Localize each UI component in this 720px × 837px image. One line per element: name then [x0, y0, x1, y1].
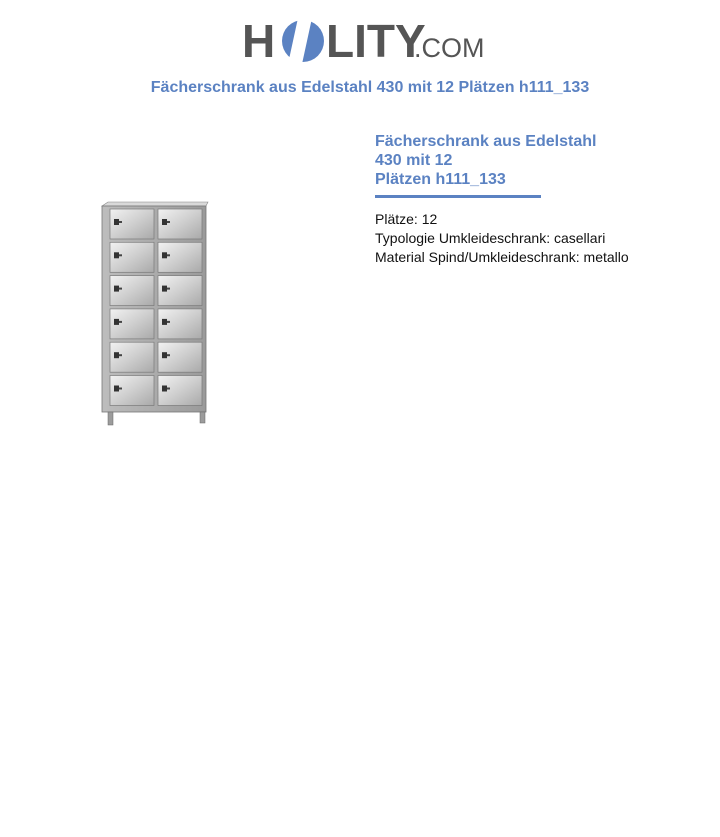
spec-label: Material Spind/Umkleideschrank [375, 249, 576, 265]
lock-icon [114, 386, 119, 392]
product-specs [375, 210, 695, 267]
key-icon [167, 388, 170, 390]
key-icon [119, 388, 122, 390]
spec-row: Material Spind/Umkleideschrank: metallo [375, 249, 629, 265]
lock-icon [162, 219, 167, 225]
spec-value: metallo [583, 249, 629, 265]
key-icon [119, 288, 122, 290]
key-icon [167, 221, 170, 223]
logo-text-end: LITY [326, 15, 426, 67]
product-title-line: Fächerschrank aus Edelstahl [375, 133, 597, 150]
lock-icon [114, 286, 119, 292]
key-icon [119, 254, 122, 256]
spec-row: Plätze: 12 [375, 211, 438, 227]
key-icon [119, 321, 122, 323]
lock-icon [162, 286, 167, 292]
key-icon [167, 288, 170, 290]
logo-o-icon [282, 18, 324, 64]
locker-cabinet-image [96, 198, 214, 428]
key-icon [119, 221, 122, 223]
holity-logo[interactable] [242, 10, 492, 70]
key-icon [167, 354, 170, 356]
spec-value: 12 [421, 211, 438, 227]
lock-icon [114, 252, 119, 258]
lock-icon [114, 352, 119, 358]
product-title-line: 430 mit 12 [375, 152, 453, 169]
logo-suffix: .COM [414, 33, 485, 63]
lock-icon [162, 252, 167, 258]
product-title [375, 132, 615, 189]
spec-value: casellari [553, 230, 606, 246]
lock-icon [162, 386, 167, 392]
key-icon [167, 321, 170, 323]
lock-icon [114, 219, 119, 225]
spec-label: Typologie Umkleideschrank [375, 230, 547, 246]
spec-label: Plätze [375, 211, 414, 227]
product-title-line: Plätzen h111_133 [375, 171, 506, 188]
key-icon [119, 354, 122, 356]
page-title: Fächerschrank aus Edelstahl 430 mit 12 Plätzen h111_133 [150, 79, 590, 96]
lock-icon [162, 352, 167, 358]
spec-row: Typologie Umkleideschrank: casellari [375, 230, 606, 246]
logo-text-start: H [242, 15, 276, 67]
lock-icon [162, 319, 167, 325]
key-icon [167, 254, 170, 256]
title-underline [375, 195, 541, 198]
lock-icon [114, 319, 119, 325]
